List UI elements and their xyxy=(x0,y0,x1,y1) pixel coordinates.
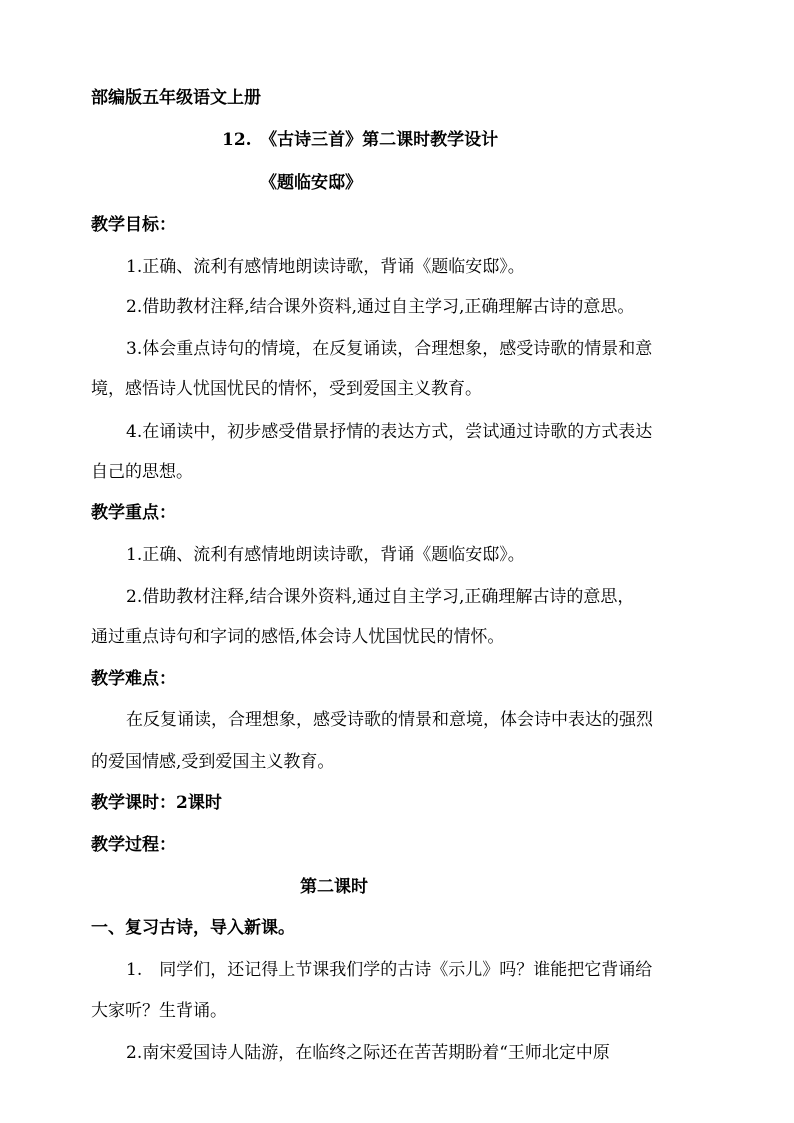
section1-line: 大家听？生背诵。 xyxy=(91,1001,227,1021)
difficulty-line: 在反复诵读，合理想象，感受诗歌的情景和意境，体会诗中表达的强烈 xyxy=(126,710,653,730)
key-point-line: 1.正确、流利有感情地朗读诗歌，背诵《题临安邸》。 xyxy=(126,545,525,565)
class-hours: 教学课时：2课时 xyxy=(91,793,222,813)
objective-line: 2.借助教材注释,结合课外资料,通过自主学习,正确理解古诗的意思。 xyxy=(126,297,635,317)
document-header: 部编版五年级语文上册 xyxy=(91,88,261,108)
objective-line: 境，感悟诗人忧国忧民的情怀，受到爱国主义教育。 xyxy=(91,379,482,399)
section1-line: 1. 同学们，还记得上节课我们学的古诗《示儿》吗？谁能把它背诵给 xyxy=(126,960,653,980)
objective-line: 4.在诵读中，初步感受借景抒情的表达方式，尝试通过诗歌的方式表达 xyxy=(126,422,653,442)
lesson-heading: 第二课时 xyxy=(300,877,368,897)
process-heading: 教学过程： xyxy=(91,835,176,855)
difficulties-heading: 教学难点： xyxy=(91,669,176,689)
section1-line: 2.南宋爱国诗人陆游，在临终之际还在苦苦期盼着“王师北定中原 xyxy=(126,1043,610,1063)
objective-line: 1.正确、流利有感情地朗读诗歌，背诵《题临安邸》。 xyxy=(126,257,525,277)
key-points-heading: 教学重点： xyxy=(91,503,176,523)
objective-line: 自己的思想。 xyxy=(91,462,193,482)
difficulty-line: 的爱国情感,受到爱国主义教育。 xyxy=(91,752,335,772)
objective-line: 3.体会重点诗句的情境，在反复诵读，合理想象，感受诗歌的情景和意 xyxy=(126,339,653,359)
key-point-line: 通过重点诗句和字词的感悟,体会诗人忧国忧民的情怀。 xyxy=(91,627,505,647)
objectives-heading: 教学目标： xyxy=(91,215,176,235)
document-title: 12. 《古诗三首》第二课时教学设计 xyxy=(222,130,499,150)
poem-subtitle: 《题临安邸》 xyxy=(260,173,362,193)
section1-heading: 一、复习古诗，导入新课。 xyxy=(91,918,295,938)
key-point-line: 2.借助教材注释,结合课外资料,通过自主学习,正确理解古诗的意思， xyxy=(126,587,635,607)
